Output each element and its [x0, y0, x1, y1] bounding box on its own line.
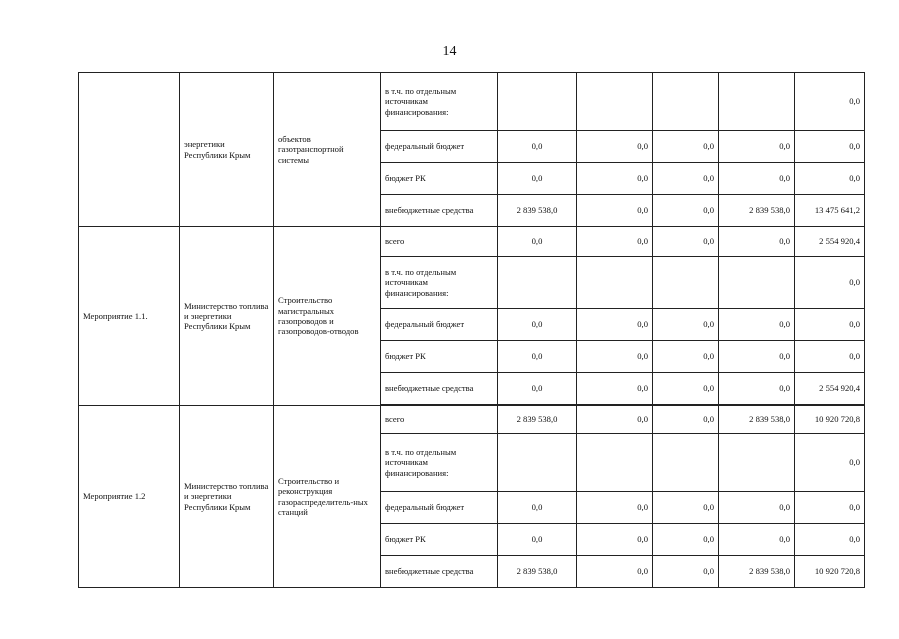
- source-label: в т.ч. по отдельным источникам финансирования:: [381, 434, 498, 492]
- description-cell: Строительство и реконструкция газораспределитель-ных станций: [274, 406, 381, 588]
- value-cell: 10 920 720,8: [795, 556, 865, 588]
- value-cell: 0,0: [653, 227, 719, 257]
- value-cell: [653, 73, 719, 131]
- event-cell: Мероприятие 1.2: [79, 406, 180, 588]
- value-cell: 0,0: [498, 131, 577, 163]
- value-cell: 0,0: [577, 373, 653, 405]
- value-cell: 2 554 920,4: [795, 373, 865, 405]
- value-cell: [577, 434, 653, 492]
- table-row: [79, 406, 865, 434]
- page-number: 14: [442, 44, 457, 59]
- value-cell: 0,0: [795, 341, 865, 373]
- table-row: [79, 73, 865, 131]
- value-cell: 2 839 538,0: [498, 406, 577, 434]
- funding-table: [78, 72, 865, 588]
- value-cell: 0,0: [577, 309, 653, 341]
- value-cell: [653, 257, 719, 309]
- value-cell: 0,0: [719, 492, 795, 524]
- value-cell: 10 920 720,8: [795, 406, 865, 434]
- value-cell: 0,0: [577, 556, 653, 588]
- value-cell: 2 839 538,0: [498, 556, 577, 588]
- value-cell: 2 839 538,0: [719, 406, 795, 434]
- value-cell: [577, 257, 653, 309]
- executor-cell: энергетики Республики Крым: [180, 73, 274, 227]
- source-label: внебюджетные средства: [381, 373, 498, 405]
- value-cell: 0,0: [577, 227, 653, 257]
- source-label: всего: [381, 406, 498, 434]
- value-cell: 2 839 538,0: [719, 195, 795, 227]
- source-label: бюджет РК: [381, 163, 498, 195]
- source-label: федеральный бюджет: [381, 131, 498, 163]
- value-cell: 0,0: [795, 524, 865, 556]
- source-label: федеральный бюджет: [381, 309, 498, 341]
- value-cell: 0,0: [719, 163, 795, 195]
- value-cell: 0,0: [498, 524, 577, 556]
- value-cell: 0,0: [719, 373, 795, 405]
- source-label: внебюджетные средства: [381, 556, 498, 588]
- value-cell: 0,0: [719, 131, 795, 163]
- source-label: внебюджетные средства: [381, 195, 498, 227]
- value-cell: 0,0: [795, 309, 865, 341]
- value-cell: 0,0: [577, 195, 653, 227]
- executor-cell: Министерство топлива и энергетики Республики Крым: [180, 406, 274, 588]
- value-cell: 0,0: [653, 492, 719, 524]
- value-cell: 0,0: [498, 227, 577, 257]
- value-cell: [719, 257, 795, 309]
- value-cell: 13 475 641,2: [795, 195, 865, 227]
- value-cell: [719, 434, 795, 492]
- source-label: бюджет РК: [381, 524, 498, 556]
- event-cell: Мероприятие 1.1.: [79, 227, 180, 406]
- value-cell: 0,0: [719, 227, 795, 257]
- value-cell: 0,0: [653, 309, 719, 341]
- source-label: федеральный бюджет: [381, 492, 498, 524]
- value-cell: 0,0: [719, 309, 795, 341]
- value-cell: [577, 73, 653, 131]
- value-cell: 0,0: [795, 131, 865, 163]
- value-cell: 0,0: [653, 195, 719, 227]
- value-cell: [498, 73, 577, 131]
- source-label: всего: [381, 227, 498, 257]
- value-cell: 2 839 538,0: [719, 556, 795, 588]
- value-cell: 0,0: [498, 492, 577, 524]
- value-cell: 0,0: [577, 341, 653, 373]
- value-cell: [653, 434, 719, 492]
- value-cell: 0,0: [653, 556, 719, 588]
- value-cell: 2 554 920,4: [795, 227, 865, 257]
- value-cell: 0,0: [795, 73, 865, 131]
- value-cell: 0,0: [795, 434, 865, 492]
- value-cell: 0,0: [577, 131, 653, 163]
- description-cell: объектов газотранспортной системы: [274, 73, 381, 227]
- executor-cell: Министерство топлива и энергетики Республики Крым: [180, 227, 274, 406]
- source-label: в т.ч. по отдельным источникам финансирования:: [381, 257, 498, 309]
- description-cell: Строительство магистральных газопроводов и газопроводов-отводов: [274, 227, 381, 406]
- value-cell: 0,0: [653, 406, 719, 434]
- value-cell: [498, 257, 577, 309]
- value-cell: 0,0: [498, 373, 577, 405]
- value-cell: 0,0: [653, 341, 719, 373]
- value-cell: 0,0: [498, 163, 577, 195]
- value-cell: 0,0: [719, 524, 795, 556]
- table-row: [79, 227, 865, 257]
- value-cell: 0,0: [653, 373, 719, 405]
- value-cell: 0,0: [577, 492, 653, 524]
- value-cell: 0,0: [795, 257, 865, 309]
- value-cell: 0,0: [653, 524, 719, 556]
- value-cell: 0,0: [577, 163, 653, 195]
- value-cell: 0,0: [795, 163, 865, 195]
- value-cell: 0,0: [795, 492, 865, 524]
- value-cell: 0,0: [498, 341, 577, 373]
- value-cell: 0,0: [653, 131, 719, 163]
- value-cell: 2 839 538,0: [498, 195, 577, 227]
- value-cell: 0,0: [719, 341, 795, 373]
- source-label: бюджет РК: [381, 341, 498, 373]
- value-cell: 0,0: [577, 406, 653, 434]
- value-cell: 0,0: [577, 524, 653, 556]
- value-cell: 0,0: [653, 163, 719, 195]
- value-cell: [719, 73, 795, 131]
- value-cell: [498, 434, 577, 492]
- source-label: в т.ч. по отдельным источникам финансирования:: [381, 73, 498, 131]
- event-cell: [79, 73, 180, 227]
- value-cell: 0,0: [498, 309, 577, 341]
